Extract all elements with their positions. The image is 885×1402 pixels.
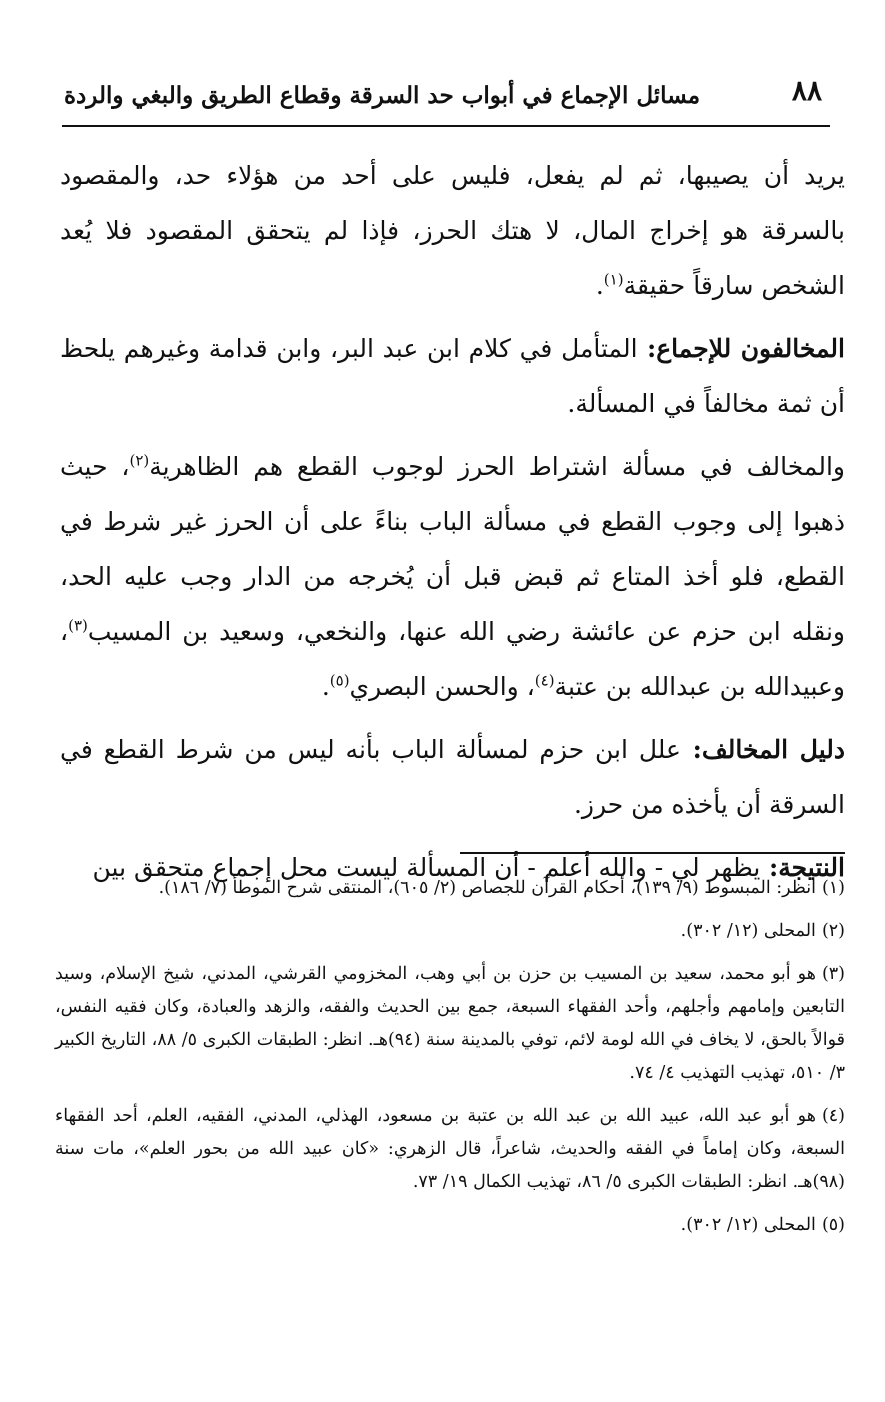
paragraph-3: والمخالف في مسألة اشتراط الحرز لوجوب القطع هم الظاهرية$^{(٢)}$، حيث ذهبوا إلى وجوب القطع في مسألة الباب بناءً على أن الحرز غير شرط في القطع، فلو أخذ المتاع ثم قبض قبل أن يُخرجه من الدار وجب عليه الحد، ونقله ابن حزم عن عائشة رضي الله عنها، والنخعي، وسعيد بن المسيب$^{(٣)}$، وعبيدالله بن عبدالله بن عتبة$^{(٤)}$، والحسن البصري$^{(٥)}$.: [60, 451, 845, 701]
footnote-text: المحلى (١٢/ ٣٠٢).: [680, 1215, 816, 1235]
paragraph-1: يريد أن يصيبها، ثم لم يفعل، فليس على أحد من هؤلاء حد، والمقصود بالسرقة هو إخراج المال، لا هتك الحرز، فإذا لم يتحقق المقصود فلا يُعد الشخص سارقاً حقيقة$^{(١)}$.: [60, 161, 845, 300]
footnote-3: [55, 958, 845, 1090]
footnote-number: (٢): [821, 921, 845, 941]
footnote-ref[interactable]: (٤): [534, 671, 555, 690]
footnote-1: [55, 872, 845, 905]
footnote-divider: [460, 852, 845, 854]
section-lead: النتيجة:: [760, 853, 845, 882]
paragraph-text: علل ابن حزم لمسألة الباب بأنه ليس من شرط القطع في السرقة أن يأخذه من حرز.: [60, 735, 845, 819]
section-lead: المخالفون للإجماع:: [637, 334, 845, 363]
footnote-number: (١): [821, 878, 845, 898]
paragraph-text: والمخالف في مسألة اشتراط الحرز لوجوب القطع هم الظاهرية: [149, 452, 845, 481]
footnote-number: (٣): [821, 964, 845, 984]
footnote-ref[interactable]: (١): [603, 270, 624, 289]
footnote-ref[interactable]: (٣): [68, 616, 88, 635]
paragraph-4: [60, 722, 845, 832]
paragraph-2: [60, 321, 845, 431]
footnote-2: [55, 915, 845, 948]
footnote-ref[interactable]: (٥): [329, 671, 350, 690]
footnote-text: هو أبو عبد الله، عبيد الله بن عبد الله بن عتبة بن مسعود، الهذلي، المدني، الفقيه، العلم، أحد الفقهاء السبعة، وكان إماماً في الفقه والحديث، شاعراً، قال الزهري: «كان عبيد الله من بحور العلم»، مات سنة (٩٨)هـ. انظر: الطبقات الكبرى ٥/ ٨٦، تهذيب الكمال ١٩/ ٧٣.: [55, 1106, 845, 1192]
footnote-number: (٤): [821, 1106, 845, 1126]
paragraph-text: يريد أن يصيبها، ثم لم يفعل، فليس على أحد من هؤلاء حد، والمقصود بالسرقة هو إخراج المال، لا هتك الحرز، فإذا لم يتحقق المقصود فلا يُعد الشخص سارقاً حقيقة: [60, 161, 845, 300]
header-divider: [62, 125, 830, 127]
main-text: [60, 148, 845, 903]
paragraph-text: المتأمل في كلام ابن عبد البر، وابن قدامة وغيرهم يلحظ أن ثمة مخالفاً في المسألة.: [60, 334, 845, 418]
running-title: مسائل الإجماع في أبواب حد السرقة وقطاع الطريق والبغي والردة: [64, 82, 701, 109]
footnote-text: هو أبو محمد، سعيد بن المسيب بن حزن بن أبي وهب، المخزومي القرشي، المدني، شيخ الإسلام، وسيد التابعين وإمامهم وأجلهم، وأحد الفقهاء السبعة، جمع بين الحديث والفقه، والزهد والعبادة، وكان فقيه النفس، قوالاً بالحق، لا يخاف في الله لومة لائم، توفي بالمدينة سنة (٩٤)هـ. انظر: الطبقات الكبرى ٥/ ٨٨، التاريخ الكبير ٣/ ٥١٠، تهذيب التهذيب ٤/ ٧٤.: [55, 964, 845, 1083]
footnotes: [55, 872, 845, 1252]
section-lead: دليل المخالف:: [680, 735, 845, 764]
page-number: ٨٨: [791, 74, 822, 107]
footnote-4: [55, 1100, 845, 1199]
footnote-number: (٥): [821, 1215, 845, 1235]
footnote-5: [55, 1209, 845, 1242]
footnote-text: انظر: المبسوط (٩/ ١٣٩)، أحكام القرآن للجصاص (٢/ ٦٠٥)، المنتقى شرح الموطأ (٧/ ١٨٦).: [158, 878, 816, 898]
paragraph-text: يظهر لي - والله أعلم - أن المسألة ليست محل إجماع متحقق بين: [92, 853, 761, 882]
page-header: [62, 72, 830, 124]
footnote-ref[interactable]: (٢): [129, 451, 150, 470]
footnote-text: المحلى (١٢/ ٣٠٢).: [680, 921, 816, 941]
